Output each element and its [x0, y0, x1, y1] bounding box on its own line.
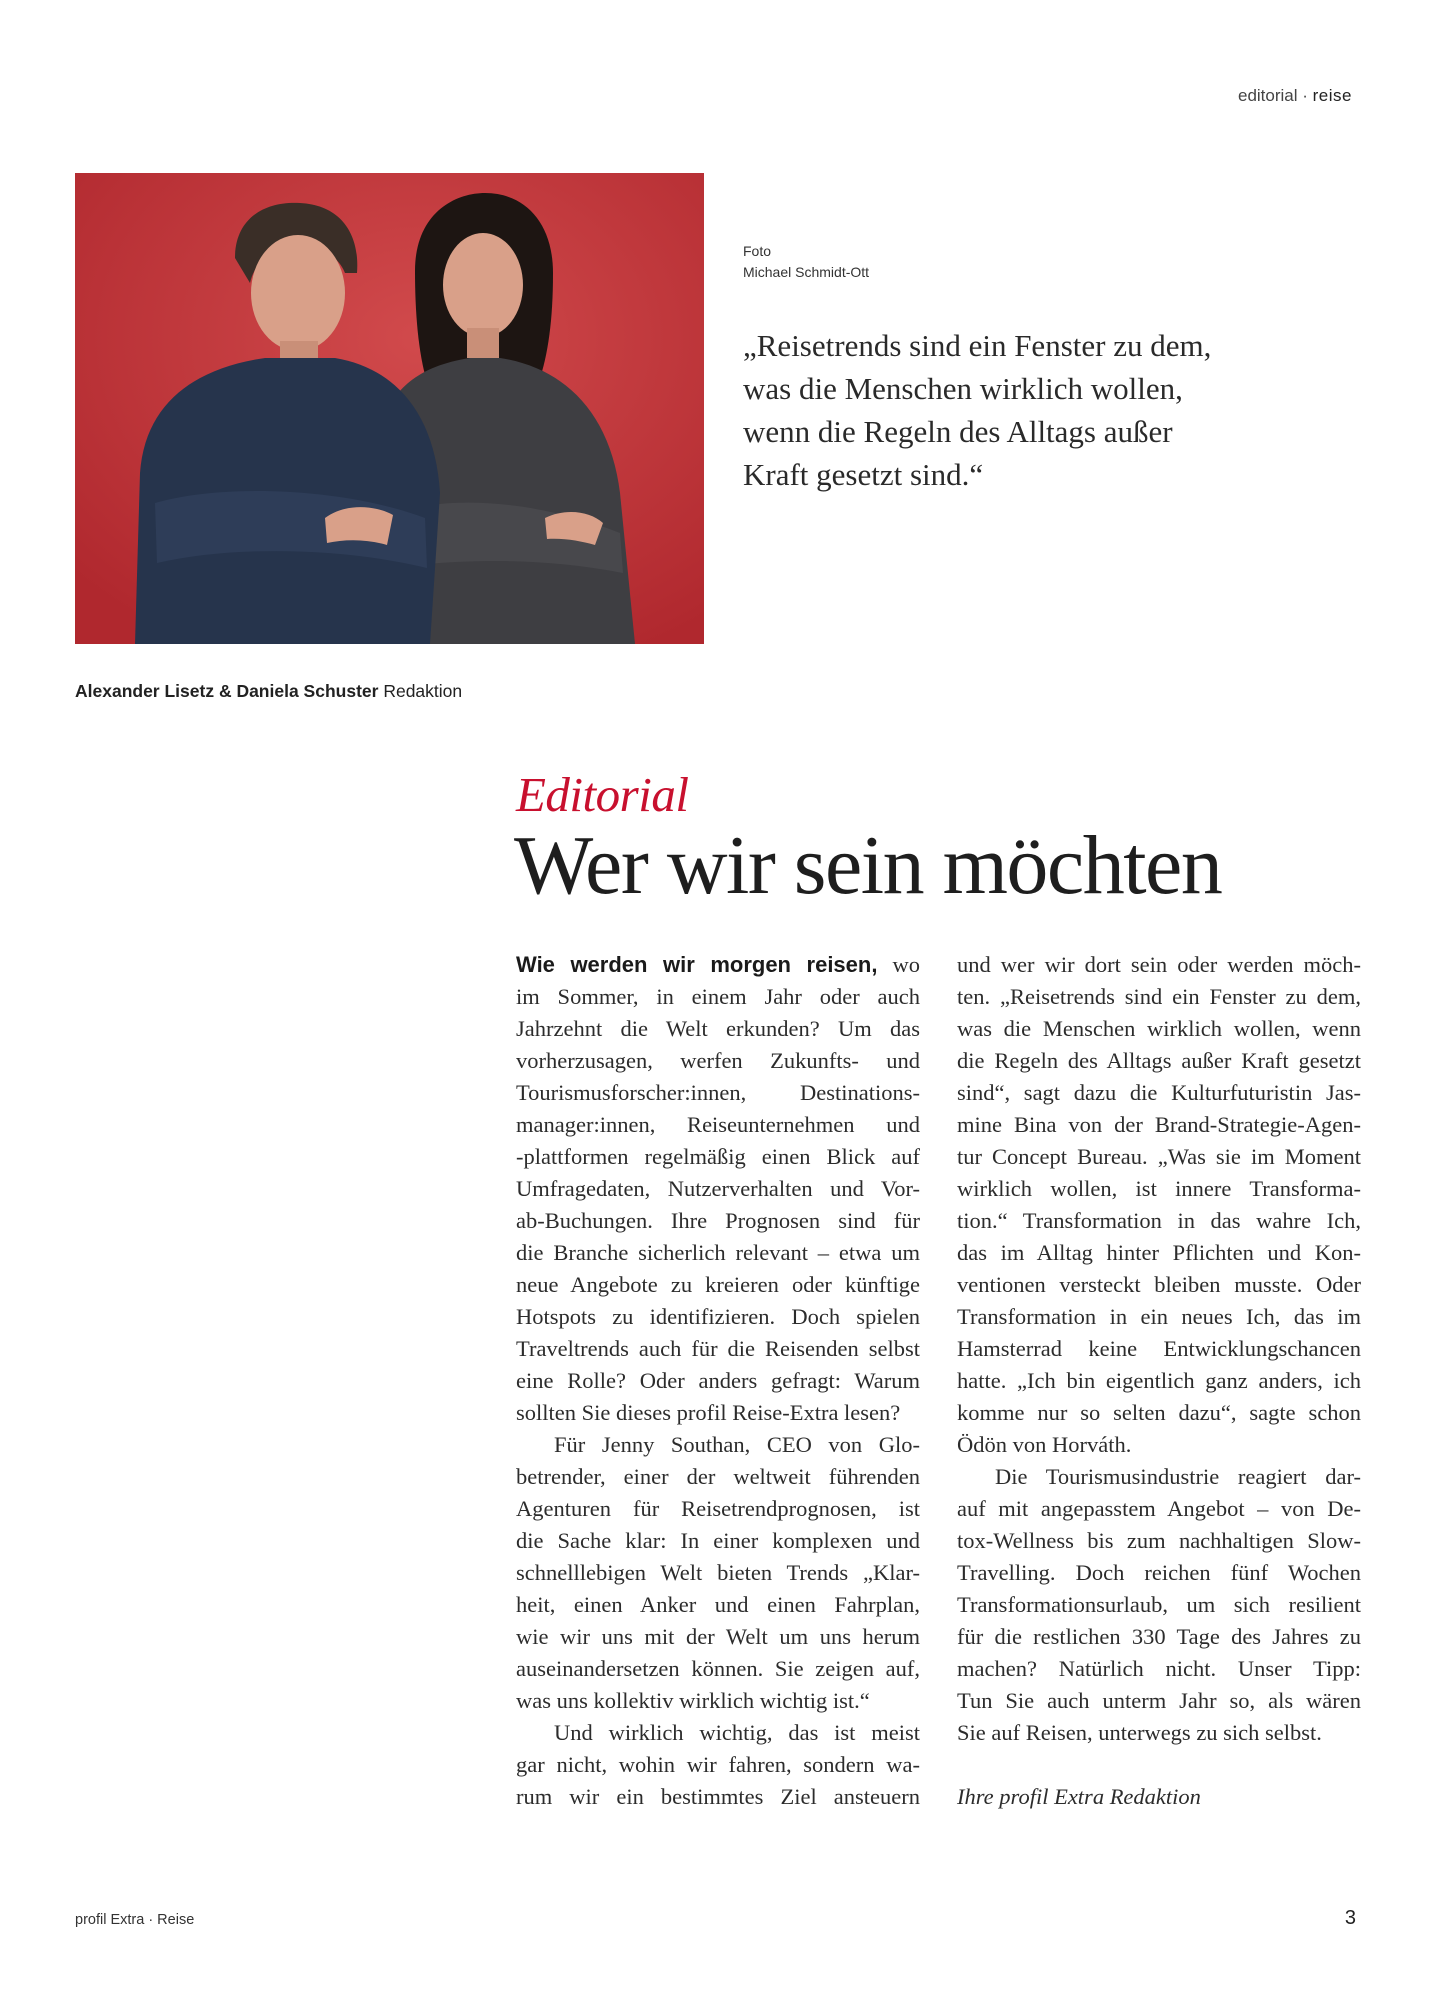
body-line: auseinandersetzen können. Sie zeigen auf,: [516, 1656, 920, 1681]
body-line: komme nur so selten dazu“, sagte schon: [957, 1400, 1361, 1425]
body-line: tur Concept Bureau. „Was sie im Moment: [957, 1144, 1361, 1169]
photo-credit: [743, 241, 869, 283]
pull-quote-line: „Reisetrends sind ein Fenster zu dem,: [743, 328, 1212, 363]
body-line: sind“, sagt dazu die Kulturfuturistin Jas-: [957, 1080, 1361, 1105]
body-line: auf mit angepasstem Angebot – von De-: [957, 1496, 1361, 1521]
pull-quote-line: Kraft gesetzt sind.“: [743, 457, 984, 492]
header-separator: ·: [1297, 86, 1313, 105]
body-line: neue Angebote zu kreieren oder künftige: [516, 1272, 920, 1297]
body-line: Sie auf Reisen, unterwegs zu sich selbst.: [957, 1720, 1322, 1745]
body-line: sollten Sie dieses profil Reise-Extra lesen?: [516, 1400, 901, 1425]
byline-names: Alexander Lisetz & Daniela Schuster: [75, 681, 379, 701]
header-topic: reise: [1312, 86, 1352, 105]
pull-quote-line: was die Menschen wirklich wollen,: [743, 371, 1183, 406]
body-line: eine Rolle? Oder anders gefragt: Warum: [516, 1368, 920, 1393]
body-line: rum wir ein bestimmtes Ziel ansteuern: [516, 1784, 920, 1809]
body-line: ventionen versteckt bleiben musste. Oder: [957, 1272, 1361, 1297]
body-line: Wie werden wir morgen reisen, wo: [516, 952, 921, 977]
article-kicker: Editorial: [516, 767, 689, 822]
body-line: Für Jenny Southan, CEO von Glo-: [554, 1432, 920, 1457]
man-hand: [325, 507, 393, 545]
article-headline: Wer wir sein möchten: [514, 819, 1222, 912]
body-line: Umfragedaten, Nutzerverhalten und Vor-: [516, 1176, 920, 1201]
body-line: Hotspots zu identifizieren. Doch spielen: [516, 1304, 920, 1329]
body-line: das im Alltag hinter Pflichten und Kon-: [957, 1240, 1361, 1265]
body-line: die Branche sicherlich relevant – etwa um: [516, 1240, 920, 1265]
photo-byline: [75, 681, 462, 702]
woman-face: [443, 233, 523, 337]
running-header: [1238, 86, 1352, 106]
body-line: schnelllebigen Welt bieten Trends „Klar-: [516, 1560, 920, 1585]
body-line: machen? Natürlich nicht. Unser Tipp:: [957, 1656, 1361, 1681]
body-line: für die restlichen 330 Tage des Jahres zu: [957, 1624, 1361, 1649]
photo-credit-name: Michael Schmidt-Ott: [743, 264, 870, 280]
body-line: Tun Sie auch unterm Jahr so, als wären: [957, 1688, 1361, 1713]
body-line: was die Menschen wirklich wollen, wenn: [957, 1016, 1361, 1041]
body-line: vorherzusagen, werfen Zukunfts- und: [516, 1048, 920, 1073]
body-line: wie wir uns mit der Welt um uns herum: [516, 1624, 920, 1649]
body-line: tion.“ Transformation in das wahre Ich,: [957, 1208, 1361, 1233]
body-line: die Sache klar: In einer komplexen und: [516, 1528, 920, 1553]
header-section: editorial: [1237, 86, 1298, 105]
body-line: -plattformen regelmäßig einen Blick auf: [516, 1144, 920, 1169]
body-line: und wer wir dort sein oder werden möch-: [957, 952, 1361, 977]
body-line: im Sommer, in einem Jahr oder auch: [516, 984, 920, 1009]
body-line: heit, einen Anker und einen Fahrplan,: [516, 1592, 920, 1617]
body-line: Die Tourismusindustrie reagiert dar-: [995, 1464, 1361, 1489]
body-line: Transformationsurlaub, um sich resilient: [957, 1592, 1361, 1617]
body-line: Agenturen für Reisetrendprognosen, ist: [516, 1496, 920, 1521]
body-line: Hamsterrad keine Entwicklungschancen: [957, 1336, 1361, 1361]
body-line: Jahrzehnt die Welt erkunden? Um das: [516, 1016, 920, 1041]
body-line: Traveltrends auch für die Reisenden selbst: [516, 1336, 920, 1361]
body-line: Transformation in ein neues Ich, das im: [957, 1304, 1361, 1329]
body-line: Tourismusforscher:innen, Destinations-: [516, 1080, 920, 1105]
photo-credit-label: Foto: [743, 243, 772, 259]
woman-neck: [467, 328, 499, 358]
body-line: Und wirklich wichtig, das ist meist: [554, 1720, 920, 1745]
article-lead-in: Wie werden wir morgen reisen,: [516, 952, 878, 977]
body-line: Travelling. Doch reichen fünf Wochen: [957, 1560, 1361, 1585]
body-line: ab-Buchungen. Ihre Prognosen sind für: [516, 1208, 920, 1233]
man-face: [251, 235, 345, 351]
body-line: die Regeln des Alltags außer Kraft gesetzt: [957, 1048, 1361, 1073]
body-line: gar nicht, wohin wir fahren, sondern wa-: [516, 1752, 920, 1777]
editors-photo-illustration: [75, 173, 704, 644]
article-column-1: [516, 949, 920, 1813]
body-line: hatte. „Ich bin eigentlich ganz anders, ich: [957, 1368, 1361, 1393]
body-line: manager:innen, Reiseunternehmen und: [516, 1112, 920, 1137]
body-line: ten. „Reisetrends sind ein Fenster zu dem,: [957, 984, 1361, 1009]
pull-quote-line: wenn die Regeln des Alltags außer: [743, 414, 1173, 449]
article-column-2: [957, 949, 1361, 1813]
article-signature: Ihre profil Extra Redaktion: [957, 1784, 1201, 1809]
body-line: Ödön von Horváth.: [957, 1432, 1132, 1457]
body-line: tox-Wellness bis zum nachhaltigen Slow-: [957, 1528, 1361, 1553]
body-line: wirklich wollen, ist innere Transforma-: [957, 1176, 1361, 1201]
footer-publication: profil Extra · Reise: [75, 1912, 195, 1928]
body-line: was uns kollektiv wirklich wichtig ist.“: [516, 1688, 870, 1713]
body-line: mine Bina von der Brand-Strategie-Agen-: [957, 1112, 1361, 1137]
body-line: betrender, einer der weltweit führenden: [516, 1464, 920, 1489]
editors-photo: [75, 173, 704, 644]
pull-quote: [743, 324, 1303, 496]
byline-role: Redaktion: [383, 681, 463, 701]
page-number: 3: [1344, 1907, 1356, 1929]
